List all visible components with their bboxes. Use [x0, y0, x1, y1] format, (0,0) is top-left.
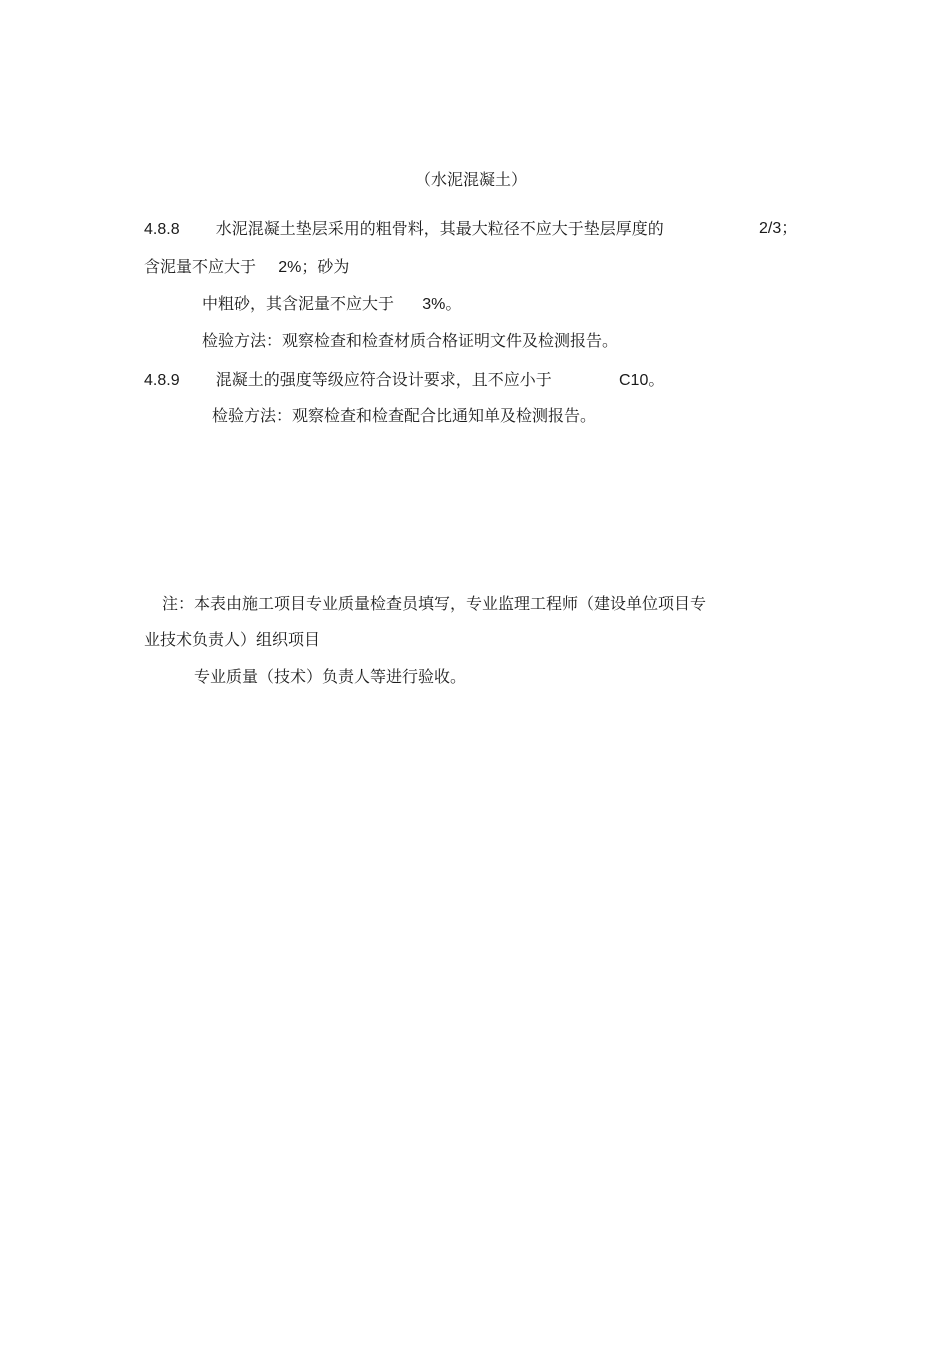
section-title [415, 170, 527, 190]
note-line3 [194, 667, 466, 687]
clause-488-text-c: ；砂为 [301, 257, 350, 276]
note-line3-text: 专业质量（技术）负责人等进行验收。 [194, 667, 467, 686]
clause-488-text-d: 中粗砂，其含泥量不应大于 [202, 294, 395, 313]
clause-489-text-b: 。 [648, 370, 665, 389]
clause-488-method [202, 331, 618, 351]
note-line2-text: 业技术负责人）组织项目 [144, 630, 321, 649]
clause-489-value-wrap [619, 370, 664, 390]
clause-488-text-a: 水泥混凝土垫层采用的粗骨料，其最大粒径不应大于垫层厚度的 [215, 219, 664, 238]
clause-488-line2 [144, 257, 349, 277]
clause-488-text-b: 含泥量不应大于 [144, 257, 257, 276]
clause-488-text-e: 。 [445, 294, 462, 313]
clause-489-text-a: 混凝土的强度等级应符合设计要求，且不应小于 [215, 370, 552, 389]
clause-489-number: 4.8.9 [144, 372, 180, 389]
note-line2 [144, 630, 320, 650]
clause-489-method-text: 检验方法：观察检查和检查配合比通知单及检测报告。 [212, 406, 597, 425]
clause-488-line3 [202, 294, 461, 314]
clause-488-line1 [144, 219, 664, 239]
clause-488-value-d: 3% [422, 296, 446, 313]
note-line1-text: 注：本表由施工项目专业质量检查员填写，专业监理工程师（建设单位项目专 [162, 594, 707, 613]
clause-488-method-text: 检验方法：观察检查和检查材质合格证明文件及检测报告。 [202, 331, 619, 350]
section-title-text: （水泥混凝土） [415, 170, 528, 189]
clause-489-value-a: C10 [619, 372, 649, 389]
clause-488-number: 4.8.8 [144, 221, 180, 238]
clause-488-value-b: 2% [278, 259, 302, 276]
clause-489-method [212, 406, 596, 426]
clause-488-value-a: 2/3； [759, 220, 798, 237]
note-line1 [162, 594, 706, 614]
clause-489-line1 [144, 370, 552, 390]
